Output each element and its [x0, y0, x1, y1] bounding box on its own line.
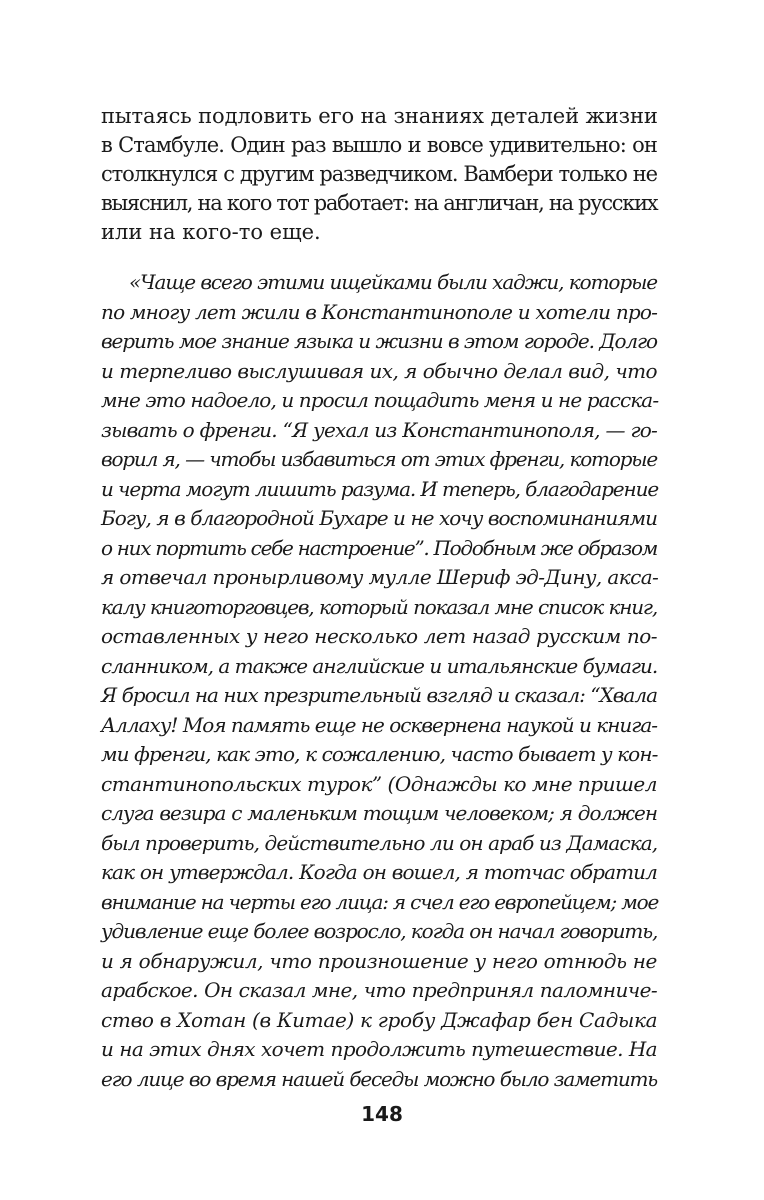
quote-line: стантинопольских турок” (Однажды ко мне пришел — [101, 771, 657, 796]
quote-line: его лице во время нашей беседы можно было заметить — [101, 1066, 657, 1091]
quote-paragraph — [101, 268, 657, 1094]
quote-line: оставленных у него несколько лет назад русским по- — [101, 624, 657, 648]
quote-line: Аллаху! Моя память еще не осквернена наукой и книга- — [101, 712, 658, 737]
quote-line: Богу, я в благородной Бухаре и не хочу воспоминаниями — [101, 506, 657, 530]
quote-line: верить мое знание языка и жизни в этом городе. Долго — [101, 329, 657, 353]
quote-line: был проверить, действительно ли он араб из Дамаска, — [101, 830, 658, 855]
quote-line: ство в Хотан (в Китае) к гробу Джафар бен Садыка — [101, 1007, 658, 1032]
quote-line: по многу лет жили в Константинополе и хотели про- — [101, 299, 658, 324]
quote-line: калу книготорговцев, который показал мне список книг, — [101, 594, 657, 619]
intro-line: пытаясь подловить его на знаниях деталей жизни — [101, 104, 658, 128]
quote-line: ми френги, как это, к сожалению, часто бывает у кон- — [101, 742, 658, 766]
quote-line: и я обнаружил, что произношение у него отнюдь не — [101, 948, 657, 973]
quote-line: и черта могут лишить разума. И теперь, благодарение — [101, 476, 659, 501]
quote-line: ворил я, — чтобы избавиться от этих френги, которые — [101, 447, 657, 471]
quote-line: сланником, а также английские и итальянские бумаги. — [101, 653, 658, 678]
quote-line: внимание на черты его лица: я счел его европейцем; мое — [101, 889, 659, 914]
quote-line: арабское. Он сказал мне, что предпринял паломниче- — [101, 978, 657, 1002]
quote-line: удивление еще более возросло, когда он начал говорить, — [101, 919, 658, 943]
quote-line: и терпеливо выслушивая их, я обычно делал вид, что — [101, 358, 657, 383]
intro-line: или на кого-то еще. — [101, 220, 321, 244]
quote-line: мне это надоело, и просил пощадить меня и не расска- — [101, 388, 659, 412]
quote-line: зывать о френги. “Я уехал из Константинополя, — го- — [101, 417, 657, 442]
page-number: 148 — [361, 1102, 403, 1126]
intro-line: в Стамбуле. Один раз вышло и вовсе удивительно: он — [101, 133, 657, 157]
intro-paragraph — [101, 102, 657, 247]
quote-line: я отвечал пронырливому мулле Шериф эд-Дину, акса- — [101, 565, 659, 589]
quote-line: и на этих днях хочет продолжить путешествие. На — [101, 1037, 657, 1061]
quote-line: как он утверждал. Когда он вошел, я тотчас обратил — [101, 860, 657, 884]
quote-line: «Чаще всего этими ищейками были хаджи, которые — [129, 270, 657, 294]
intro-line: выяснил, на кого тот работает: на англичан, на русских — [101, 191, 658, 215]
quote-line: о них портить себе настроение”. Подобным же образом — [101, 535, 658, 560]
quote-line: Я бросил на них презрительный взгляд и сказал: “Хвала — [101, 683, 657, 707]
intro-line: столкнулся с другим разведчиком. Вамбери только не — [101, 162, 657, 186]
quote-line: слуга везира с маленьким тощим человеком; я должен — [101, 801, 657, 825]
